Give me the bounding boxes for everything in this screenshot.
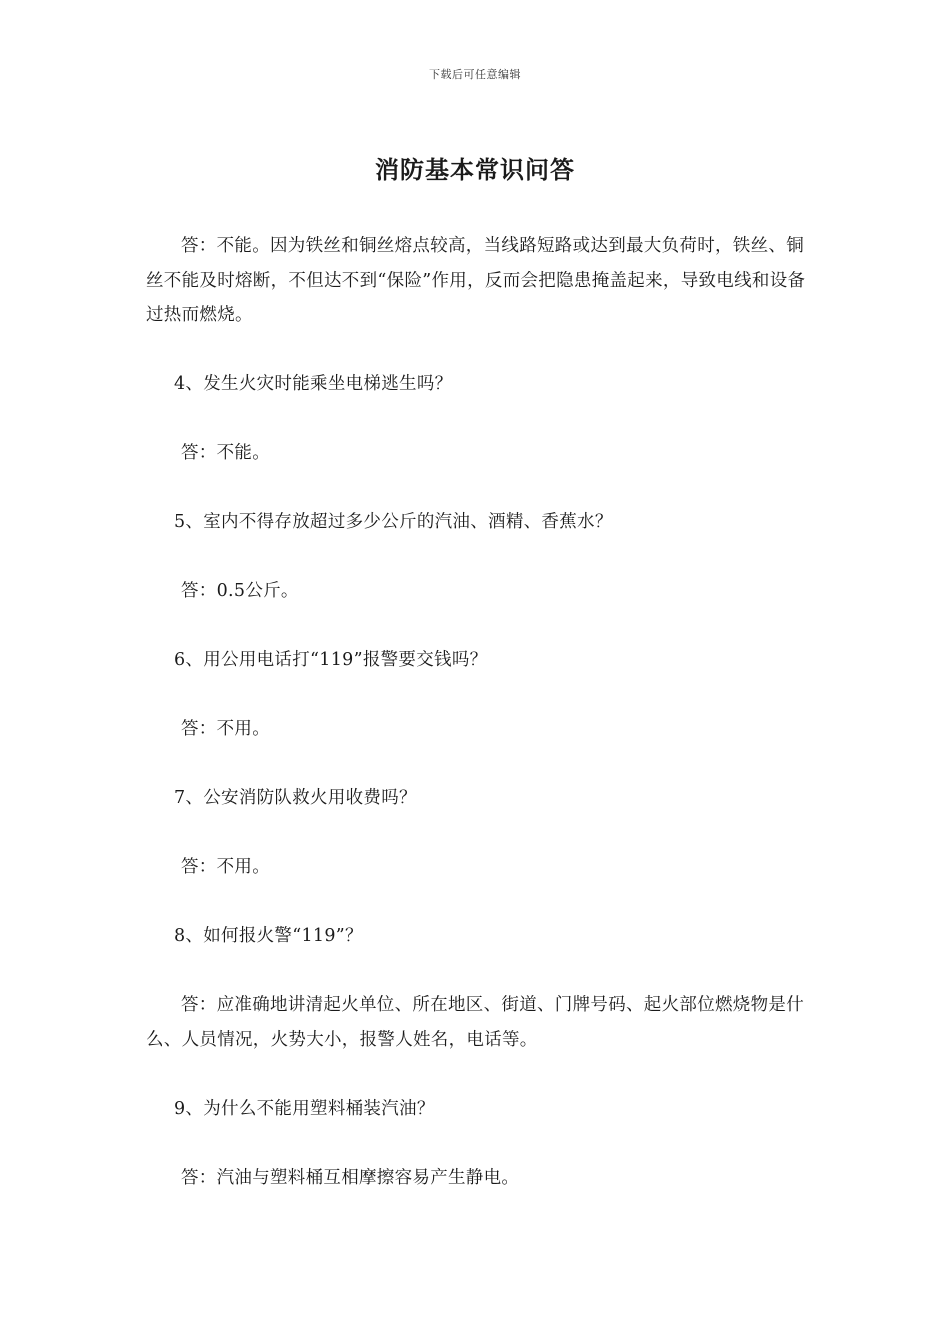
- answer-paragraph: 答：不能。因为铁丝和铜丝熔点较高，当线路短路或达到最大负荷时，铁丝、铜丝不能及时熔断，不但达不到“保险”作用，反而会把隐患掩盖起来，导致电线和设备过热而燃烧。: [146, 236, 806, 325]
- question-paragraph: 7、公安消防队救火用收费吗？: [174, 788, 417, 808]
- answer-paragraph: 答：0.5公斤。: [181, 581, 299, 601]
- answer-paragraph: 答：不用。: [181, 719, 270, 739]
- answer-paragraph: 答：应准确地讲清起火单位、所在地区、街道、门牌号码、起火部位燃烧物是什么、人员情况，火势大小，报警人姓名，电话等。: [146, 995, 804, 1050]
- question-paragraph: 5、室内不得存放超过多少公斤的汽油、酒精、香蕉水？: [174, 512, 613, 532]
- question-paragraph: 9、为什么不能用塑料桶装汽油？: [174, 1098, 435, 1119]
- header-note: 下载后可任意编辑: [429, 68, 521, 81]
- page-title: 消防基本常识问答: [375, 155, 575, 184]
- answer-paragraph: 答：不用。: [181, 857, 270, 877]
- question-paragraph: 6、用公用电话打“119”报警要交钱吗？: [174, 650, 488, 670]
- question-paragraph: 4、发生火灾时能乘坐电梯逃生吗？: [174, 374, 453, 394]
- answer-paragraph: 答：汽油与塑料桶互相摩擦容易产生静电。: [181, 1167, 520, 1188]
- document-body: [146, 229, 811, 1230]
- question-paragraph: 8、如何报火警“119”？: [174, 926, 363, 946]
- answer-paragraph: 答：不能。: [181, 443, 270, 463]
